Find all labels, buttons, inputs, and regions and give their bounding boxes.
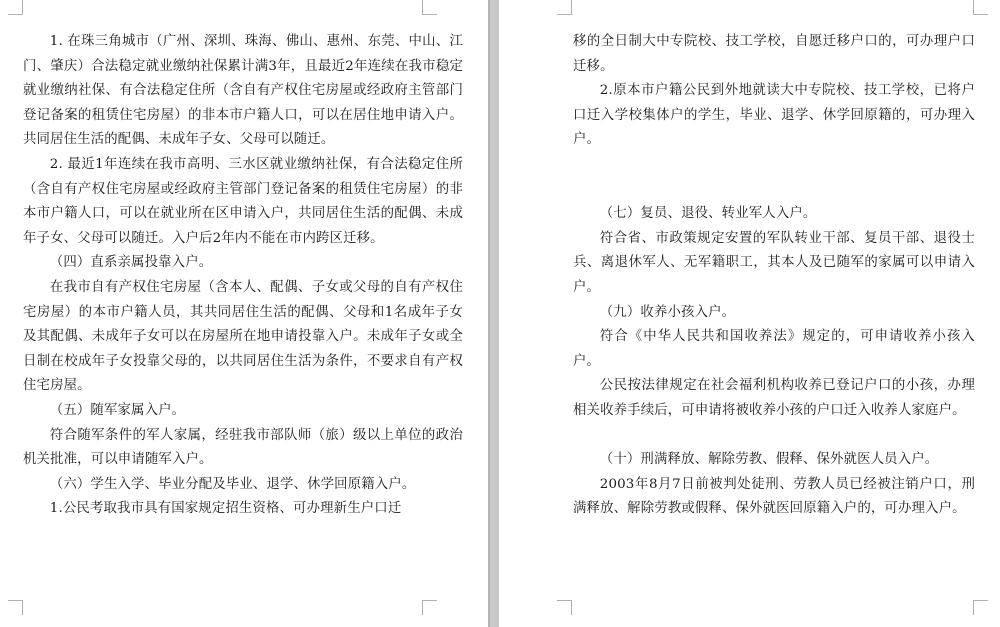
paragraph: 1.公民考取我市具有国家规定招生资格、可办理新生户口迁 (49, 501, 402, 517)
crop-mark-top-left (557, 0, 572, 15)
paragraph-continued: 移的全日制大中专院校、技工学校，自愿迁移户口的，可办理户口迁移。 (573, 34, 975, 74)
crop-mark-bottom-right (422, 600, 437, 615)
section-heading: （四）直系亲属投靠入户。 (49, 255, 213, 271)
blank-line (573, 424, 975, 449)
section-heading: （九）收养小孩入户。 (599, 304, 736, 320)
document-page-right (499, 0, 1000, 627)
section-heading: （五）随军家属入户。 (49, 402, 186, 418)
page-body-left (23, 30, 463, 522)
page-body-right (573, 30, 975, 522)
section-heading: （六）学生入学、毕业分配及毕业、退学、休学回原籍入户。 (49, 476, 416, 492)
paragraph: 符合《中华人民共和国收养法》规定的，可申请收养小孩入户。 (573, 329, 975, 369)
crop-mark-bottom-left (8, 600, 23, 615)
paragraph: 2. 最近1年连续在我市高明、三水区就业缴纳社保，有合法稳定住所（含自有产权住宅房屋或经政府主管部门登记备案的租赁住宅房屋）的非本市户籍人口，可以在就业所在区申请入户，共同居住生活的配偶、未成年子女、父母可以随迁。入户后2年内不能在市内跨区迁移。 (23, 156, 463, 246)
document-page-left (0, 0, 488, 627)
crop-mark-top-right (422, 0, 437, 15)
paragraph: 2003年8月7日前被判处徒刑、劳教人员已经被注销户口，刑满释放、解除劳教或假释、保外就医回原籍入户的，可办理入户。 (573, 476, 975, 517)
paragraph: 符合省、市政策规定安置的军队转业干部、复员干部、退役士兵、离退休军人、无军籍职工，其本人及已随军的家属可以申请入户。 (573, 230, 975, 295)
paragraph: 在我市自有产权住宅房屋（含本人、配偶、子女或父母的自有产权住宅房屋）的本市户籍人员，其共同居住生活的配偶、父母和1名成年子女及其配偶、未成年子女可以在房屋所在地申请投靠入户。未成年子女或全日制在校成年子女投靠父母的，以共同居住生活为条件，不要求自有产权住宅房屋。 (23, 279, 463, 394)
crop-mark-bottom-left (557, 600, 572, 615)
paragraph: 公民按法律规定在社会福利机构收养已登记户口的小孩，办理相关收养手续后，可申请将被收养小孩的户口迁入收养人家庭户。 (573, 378, 975, 418)
crop-mark-bottom-right (973, 600, 988, 615)
crop-mark-top-right (973, 0, 988, 15)
section-heading: （十）刑满释放、解除劳教、假释、保外就医人员入户。 (599, 452, 939, 468)
page-gutter (488, 0, 499, 627)
paragraph: 符合随军条件的军人家属，经驻我市部队师（旅）级以上单位的政治机关批准，可以申请随军入户。 (23, 427, 463, 468)
paragraph: 1. 在珠三角城市（广州、深圳、珠海、佛山、惠州、东莞、中山、江门、肇庆）合法稳定就业缴纳社保累计满3年，且最近2年连续在我市稳定就业缴纳社保、有合法稳定住所（含自有产权住宅房屋或经政府主管部门登记备案的租赁住宅房屋）的非本市户籍人口，可以在居住地申请入户。共同居住生活的配偶、未成年子女、父母可以随迁。 (23, 34, 463, 148)
paragraph: 2.原本市户籍公民到外地就读大中专院校、技工学校，已将户口迁入学校集体户的学生，毕业、退学、休学回原籍的，可办理入户。 (573, 83, 975, 148)
crop-mark-top-left (8, 0, 23, 15)
blank-line (573, 153, 975, 178)
blank-line (573, 178, 975, 203)
section-heading: （七）复员、退役、转业军人入户。 (599, 206, 817, 222)
